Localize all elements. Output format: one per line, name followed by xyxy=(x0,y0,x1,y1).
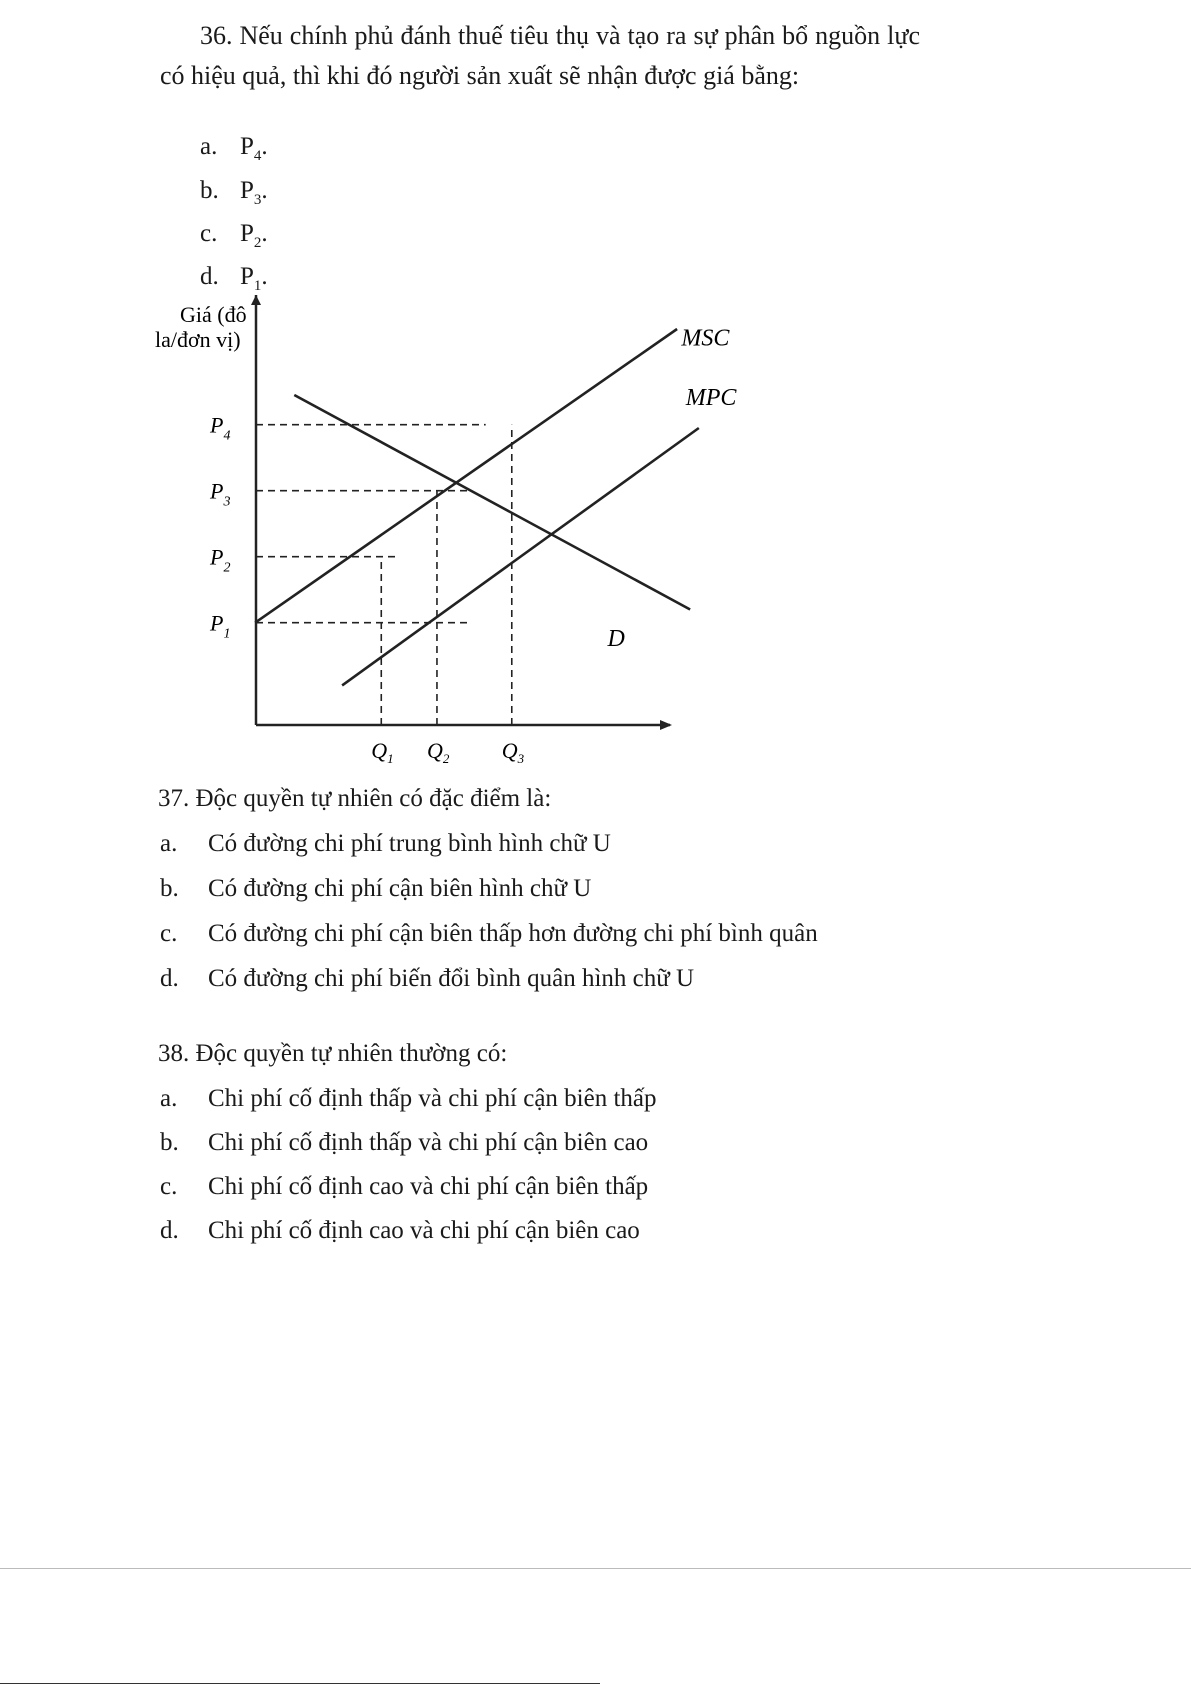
price-label-p3: $P_3$ xyxy=(210,478,231,510)
option-end: . xyxy=(261,220,268,247)
q36-option-c[interactable] xyxy=(200,220,268,252)
x-axis-arrow xyxy=(660,720,672,730)
option-end: . xyxy=(261,177,268,204)
option-end: . xyxy=(261,133,268,160)
option-end: . xyxy=(261,263,268,290)
footer-rule xyxy=(0,1683,600,1684)
price-label-sub: 3 xyxy=(223,494,231,510)
option-letter: a. xyxy=(200,133,218,160)
option-text: Chi phí cố định thấp và chi phí cận biên cao xyxy=(208,1129,649,1156)
price-label-p4: $P_4$ xyxy=(210,412,231,444)
q38-option-a[interactable] xyxy=(160,1085,657,1113)
option-letter: d. xyxy=(160,965,179,992)
quantity-label-q2: $Q_2$ xyxy=(426,738,450,766)
option-base: P xyxy=(240,133,254,160)
quantity-label-sub: 1 xyxy=(387,751,394,766)
option-text: Có đường chi phí trung bình hình chữ U xyxy=(208,830,611,857)
q37-option-a[interactable] xyxy=(160,830,611,858)
option-letter: a. xyxy=(160,1085,178,1112)
curve-label-msc: MSC xyxy=(681,325,730,352)
question-38-title: 38. Độc quyền tự nhiên thường có: xyxy=(158,1040,508,1067)
question-37-title: 37. Độc quyền tự nhiên có đặc điểm là: xyxy=(158,785,552,812)
quantity-label-sub: 3 xyxy=(517,751,525,766)
curve-msc xyxy=(255,329,677,623)
quantity-label-q3: $Q_3$ xyxy=(501,738,525,766)
curve-mpc xyxy=(342,428,699,685)
option-letter: b. xyxy=(200,177,219,204)
price-label-sub: 4 xyxy=(223,428,231,444)
option-text: Có đường chi phí biến đổi bình quân hình chữ U xyxy=(208,965,695,992)
y-axis-label-line2: la/đơn vị) xyxy=(155,327,241,352)
q37-option-b[interactable] xyxy=(160,875,591,903)
option-text: Có đường chi phí cận biên hình chữ U xyxy=(208,875,592,902)
page-divider xyxy=(0,1568,1191,1569)
option-letter: a. xyxy=(160,830,178,857)
q38-option-c[interactable] xyxy=(160,1173,648,1201)
option-base: P xyxy=(240,263,254,290)
option-text: Có đường chi phí cận biên thấp hơn đường chi phí bình quân xyxy=(208,920,818,947)
price-label-sub: 2 xyxy=(223,560,231,576)
option-letter: b. xyxy=(160,1129,179,1156)
q37-option-d[interactable] xyxy=(160,965,694,993)
option-letter: d. xyxy=(200,263,219,290)
option-letter: c. xyxy=(160,920,178,947)
q37-option-c[interactable] xyxy=(160,920,818,948)
option-text: Chi phí cố định cao và chi phí cận biên cao xyxy=(208,1217,640,1244)
option-letter: c. xyxy=(160,1173,178,1200)
option-sub: 4 xyxy=(253,148,262,164)
price-label-sub: 1 xyxy=(223,626,231,642)
price-label-p2: $P_2$ xyxy=(210,544,231,576)
q36-option-d[interactable] xyxy=(200,263,268,295)
y-axis-label-line1: Giá (đô xyxy=(180,302,247,327)
option-sub: 1 xyxy=(253,278,262,294)
y-axis-arrow xyxy=(251,295,261,305)
option-letter: b. xyxy=(160,875,179,902)
curve-label-mpc: MPC xyxy=(685,384,737,411)
price-label-p1: $P_1$ xyxy=(210,610,231,642)
q36-option-b[interactable] xyxy=(200,177,268,209)
option-text: Chi phí cố định thấp và chi phí cận biên thấp xyxy=(208,1085,657,1112)
q38-option-d[interactable] xyxy=(160,1217,640,1245)
option-letter: c. xyxy=(200,220,218,247)
option-letter: d. xyxy=(160,1217,179,1244)
option-base: P xyxy=(240,177,254,204)
curve-label-d: D xyxy=(607,625,625,652)
question-36-stem: 36. Nếu chính phủ đánh thuế tiêu thụ và tạo ra sự phân bổ nguồn lực có hiệu quả, thì khi đó người sản xuất sẽ nhận được giá bằng: xyxy=(160,21,920,90)
quantity-label-sub: 2 xyxy=(442,751,450,766)
option-sub: 3 xyxy=(253,192,262,208)
quantity-label-q1: $Q_1$ xyxy=(371,738,394,766)
option-sub: 2 xyxy=(253,235,262,251)
supply-demand-chart xyxy=(150,295,790,775)
option-base: P xyxy=(240,220,254,247)
q36-option-a[interactable] xyxy=(200,133,268,165)
q38-option-b[interactable] xyxy=(160,1129,648,1157)
option-text: Chi phí cố định cao và chi phí cận biên thấp xyxy=(208,1173,649,1200)
